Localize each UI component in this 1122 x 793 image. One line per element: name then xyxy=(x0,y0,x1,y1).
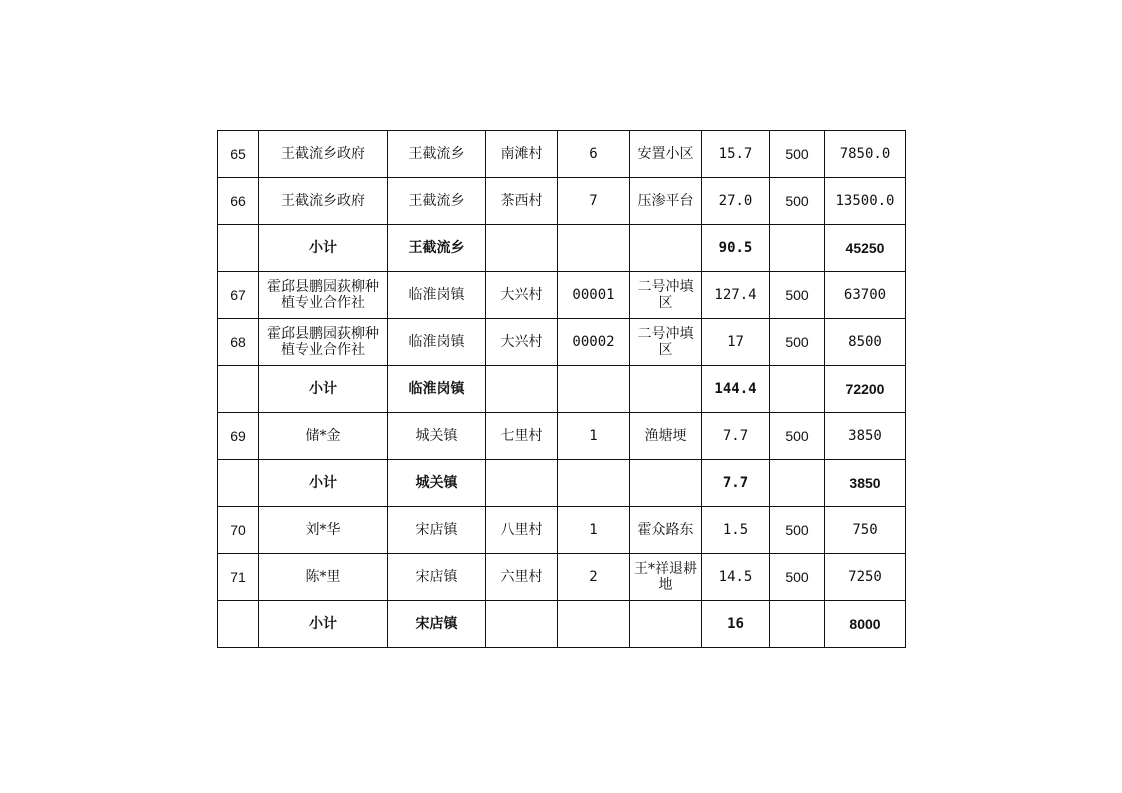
cell-applicant: 小计 xyxy=(259,460,388,507)
subtotal-row xyxy=(218,601,906,648)
cell-index xyxy=(218,601,259,648)
cell-amount: 63700 xyxy=(825,272,906,319)
cell-group: 2 xyxy=(558,554,630,601)
cell-location xyxy=(630,460,702,507)
cell-applicant: 小计 xyxy=(259,366,388,413)
cell-town: 宋店镇 xyxy=(388,601,486,648)
cell-town: 临淮岗镇 xyxy=(388,272,486,319)
cell-town: 城关镇 xyxy=(388,460,486,507)
cell-area: 7.7 xyxy=(702,413,770,460)
cell-index: 68 xyxy=(218,319,259,366)
cell-group: 1 xyxy=(558,413,630,460)
cell-rate xyxy=(770,460,825,507)
cell-amount: 7850.0 xyxy=(825,131,906,178)
cell-rate xyxy=(770,601,825,648)
cell-amount: 8000 xyxy=(825,601,906,648)
cell-area: 16 xyxy=(702,601,770,648)
cell-amount: 72200 xyxy=(825,366,906,413)
cell-area: 17 xyxy=(702,319,770,366)
cell-village: 八里村 xyxy=(486,507,558,554)
cell-location: 渔塘埂 xyxy=(630,413,702,460)
table-row xyxy=(218,272,906,319)
subtotal-row xyxy=(218,225,906,272)
cell-amount: 13500.0 xyxy=(825,178,906,225)
cell-area: 27.0 xyxy=(702,178,770,225)
cell-location: 二号冲填区 xyxy=(630,272,702,319)
cell-area: 14.5 xyxy=(702,554,770,601)
cell-rate: 500 xyxy=(770,507,825,554)
cell-town: 宋店镇 xyxy=(388,507,486,554)
table-row xyxy=(218,507,906,554)
cell-index: 69 xyxy=(218,413,259,460)
subtotal-row xyxy=(218,366,906,413)
table-body xyxy=(218,131,906,648)
cell-group: 00002 xyxy=(558,319,630,366)
cell-village: 六里村 xyxy=(486,554,558,601)
cell-village xyxy=(486,601,558,648)
cell-town: 临淮岗镇 xyxy=(388,366,486,413)
cell-rate: 500 xyxy=(770,272,825,319)
cell-group: 7 xyxy=(558,178,630,225)
cell-rate: 500 xyxy=(770,178,825,225)
cell-index: 70 xyxy=(218,507,259,554)
cell-applicant: 霍邱县鹏园荻柳种植专业合作社 xyxy=(259,272,388,319)
cell-location: 二号冲填区 xyxy=(630,319,702,366)
cell-town: 王截流乡 xyxy=(388,225,486,272)
cell-town: 王截流乡 xyxy=(388,178,486,225)
table-row xyxy=(218,413,906,460)
cell-rate xyxy=(770,225,825,272)
cell-group xyxy=(558,601,630,648)
cell-index: 65 xyxy=(218,131,259,178)
subtotal-row xyxy=(218,460,906,507)
cell-location: 安置小区 xyxy=(630,131,702,178)
cell-applicant: 陈*里 xyxy=(259,554,388,601)
cell-village: 大兴村 xyxy=(486,272,558,319)
cell-village xyxy=(486,366,558,413)
cell-index: 67 xyxy=(218,272,259,319)
cell-applicant: 储*金 xyxy=(259,413,388,460)
cell-rate: 500 xyxy=(770,319,825,366)
cell-location xyxy=(630,366,702,413)
cell-group: 6 xyxy=(558,131,630,178)
cell-applicant: 霍邱县鹏园荻柳种植专业合作社 xyxy=(259,319,388,366)
cell-index xyxy=(218,460,259,507)
cell-rate: 500 xyxy=(770,554,825,601)
cell-area: 7.7 xyxy=(702,460,770,507)
cell-amount: 7250 xyxy=(825,554,906,601)
cell-amount: 750 xyxy=(825,507,906,554)
cell-location: 压渗平台 xyxy=(630,178,702,225)
cell-group xyxy=(558,460,630,507)
cell-town: 宋店镇 xyxy=(388,554,486,601)
cell-index xyxy=(218,225,259,272)
cell-area: 144.4 xyxy=(702,366,770,413)
cell-group xyxy=(558,225,630,272)
subsidy-table xyxy=(217,130,906,648)
cell-location xyxy=(630,601,702,648)
cell-group: 1 xyxy=(558,507,630,554)
cell-village: 茶西村 xyxy=(486,178,558,225)
cell-village: 七里村 xyxy=(486,413,558,460)
cell-rate xyxy=(770,366,825,413)
cell-amount: 3850 xyxy=(825,413,906,460)
cell-village xyxy=(486,225,558,272)
cell-amount: 8500 xyxy=(825,319,906,366)
cell-location: 霍众路东 xyxy=(630,507,702,554)
table-row xyxy=(218,554,906,601)
cell-area: 15.7 xyxy=(702,131,770,178)
cell-index xyxy=(218,366,259,413)
table-row xyxy=(218,131,906,178)
cell-rate: 500 xyxy=(770,413,825,460)
cell-applicant: 小计 xyxy=(259,601,388,648)
table-row xyxy=(218,319,906,366)
cell-amount: 3850 xyxy=(825,460,906,507)
cell-applicant: 王截流乡政府 xyxy=(259,131,388,178)
cell-area: 1.5 xyxy=(702,507,770,554)
cell-index: 66 xyxy=(218,178,259,225)
cell-group xyxy=(558,366,630,413)
cell-rate: 500 xyxy=(770,131,825,178)
cell-applicant: 小计 xyxy=(259,225,388,272)
cell-amount: 45250 xyxy=(825,225,906,272)
table-row xyxy=(218,178,906,225)
cell-index: 71 xyxy=(218,554,259,601)
cell-applicant: 刘*华 xyxy=(259,507,388,554)
cell-group: 00001 xyxy=(558,272,630,319)
cell-area: 127.4 xyxy=(702,272,770,319)
cell-village: 南滩村 xyxy=(486,131,558,178)
cell-location: 王*祥退耕地 xyxy=(630,554,702,601)
cell-town: 王截流乡 xyxy=(388,131,486,178)
cell-area: 90.5 xyxy=(702,225,770,272)
cell-town: 临淮岗镇 xyxy=(388,319,486,366)
cell-location xyxy=(630,225,702,272)
cell-village xyxy=(486,460,558,507)
cell-village: 大兴村 xyxy=(486,319,558,366)
cell-town: 城关镇 xyxy=(388,413,486,460)
cell-applicant: 王截流乡政府 xyxy=(259,178,388,225)
